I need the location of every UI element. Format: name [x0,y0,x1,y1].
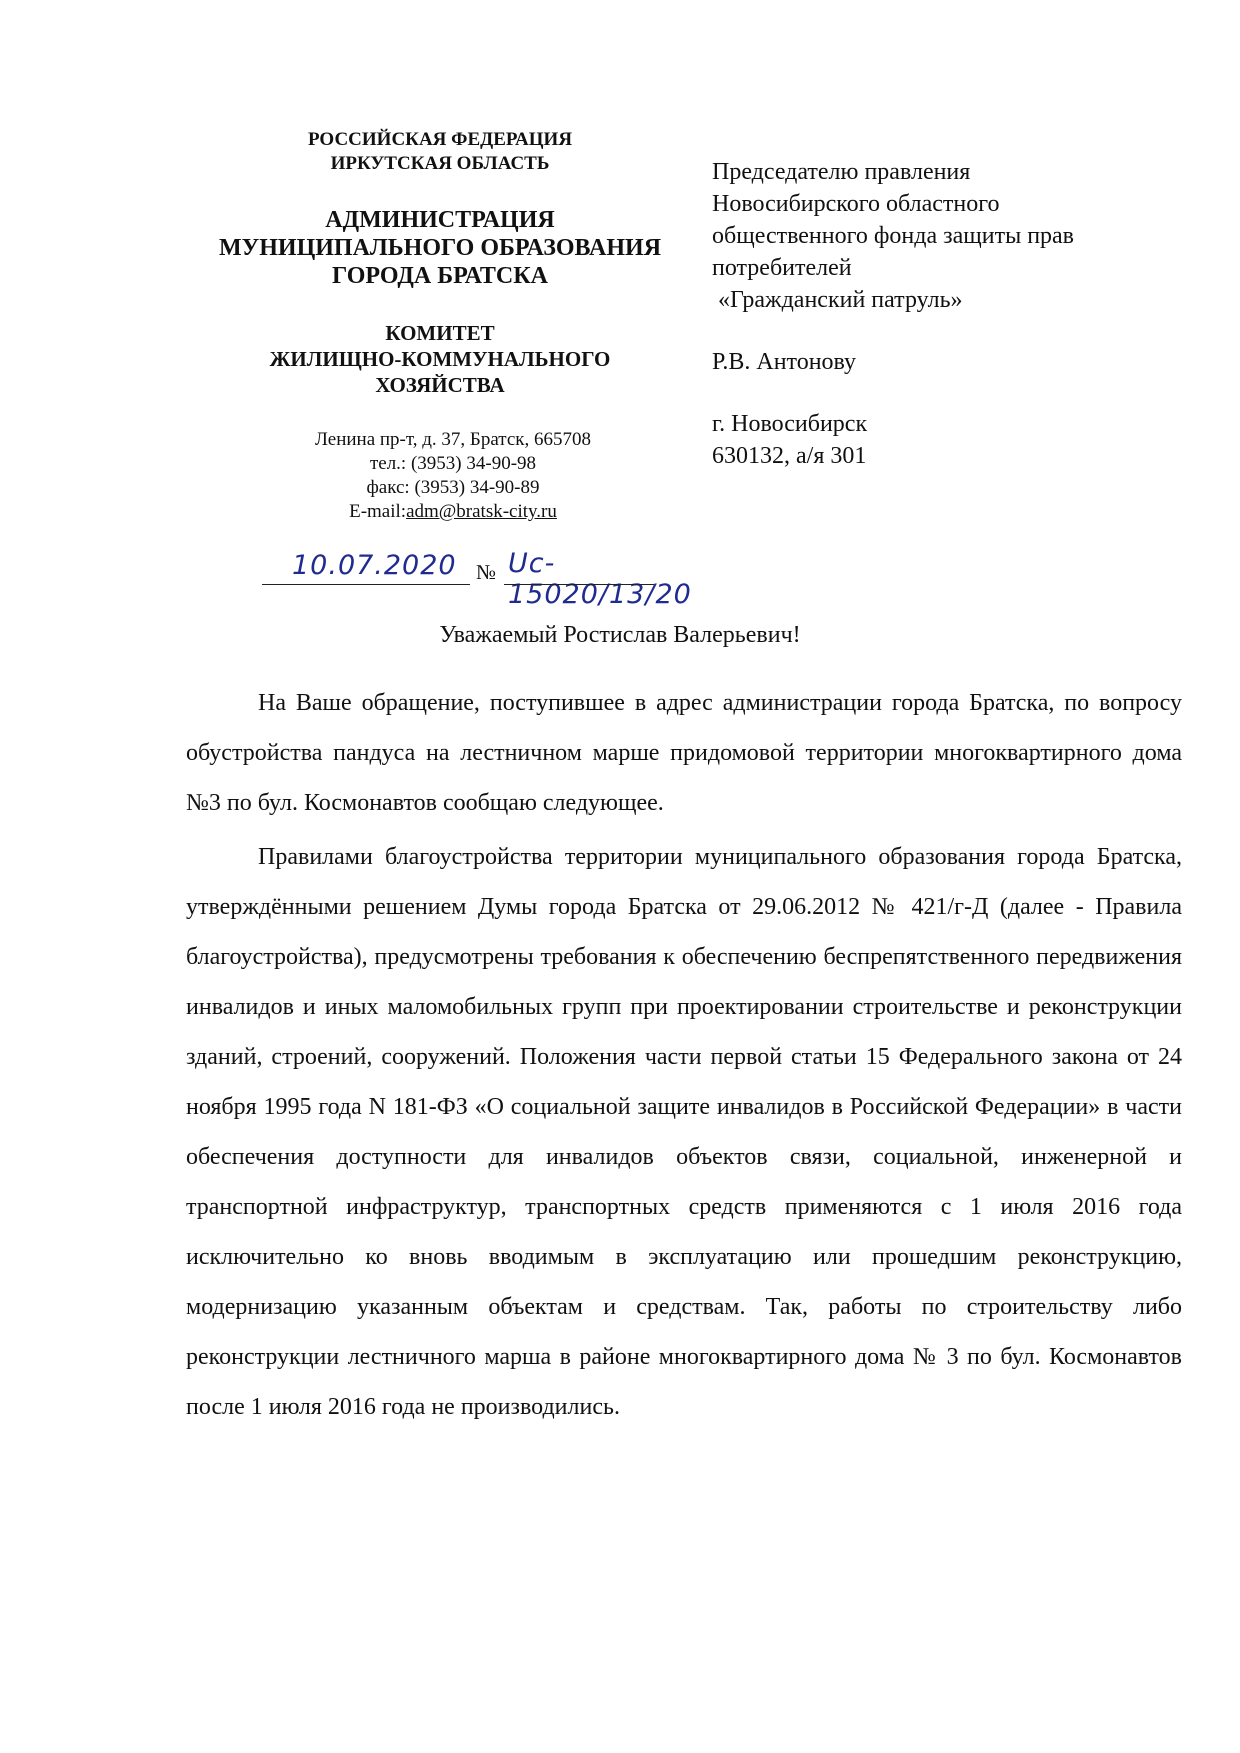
sender-address: Ленина пр-т, д. 37, Братск, 665708 [315,429,591,450]
recipient-line-2: Новосибирского областного [712,191,1000,217]
recipient-city: г. Новосибирск [712,411,868,437]
committee-line-1: КОМИТЕТ [385,321,495,345]
recipient-block [712,156,1182,472]
administration-line-2: МУНИЦИПАЛЬНОГО ОБРАЗОВАНИЯ [218,235,662,261]
committee-line-3: ХОЗЯЙСТВА [375,373,505,397]
sender-fax: факс: (3953) 34-90-89 [366,477,540,498]
recipient-name: Р.В. Антонову [712,349,857,375]
handwritten-number: Uc-15020/13/20 [508,548,692,610]
email-link[interactable]: adm@bratsk-city.ru [406,501,557,522]
date-underline [262,584,470,585]
handwritten-date: 10.07.2020 [292,550,457,581]
letter-body [186,678,1182,1432]
salutation: Уважаемый Ростислав Валерьевич! [439,622,801,648]
sender-email [216,500,690,524]
administration-line-3: ГОРОДА БРАТСКА [332,263,548,289]
recipient-address [712,408,1182,472]
recipient-line-3: общественного фонда защиты прав [712,223,1075,249]
government-header [190,128,690,176]
recipient-title [712,156,1182,316]
number-underline [504,584,654,585]
sender-contacts [190,428,690,524]
number-sign: № [476,560,497,584]
recipient-postal: 630132, а/я 301 [712,443,867,469]
body-paragraph-1: На Ваше обращение, поступившее в адрес администрации города Братска, по вопросу обустройства пандуса на лестничном марше придомовой территории многоквартирного дома №3 по бул. Космонавтов сообщаю следующее. [186,690,1182,816]
region-name: ИРКУТСКАЯ ОБЛАСТЬ [330,153,550,174]
sender-block [190,128,690,524]
administration-name [190,206,690,290]
recipient-line-4: потребителей [712,255,852,281]
recipient-line-5: «Гражданский патруль» [712,287,963,313]
body-paragraph-2: Правилами благоустройства территории муниципального образования города Братска, утверждёнными решением Думы города Братска от 29.06.2012 № 421/г-Д (далее - Правила благоустройства), предусмотрены требования к обеспечению беспрепятственного передвижения инвалидов и иных маломобильных групп при проектировании строительстве и реконструкции зданий, строений, сооружений. Положения части первой статьи 15 Федерального закона от 24 ноября 1995 года N 181-ФЗ «О социальной защите инвалидов в Российской Федерации» в части обеспечения доступности для инвалидов объектов связи, социальной, инженерной и транспортной инфраструктур, транспортных средств применяются с 1 июля 2016 года исключительно ко вновь вводимым в эксплуатацию или прошедшим реконструкцию, модернизацию указанным объектам и средствам. Так, работы по строительству либо реконструкции лестничного марша в районе многоквартирного дома № 3 по бул. Космонавтов после 1 июля 2016 года не производились. [186,844,1182,1420]
country-name: РОССИЙСКАЯ ФЕДЕРАЦИЯ [307,129,573,150]
sender-phone: тел.: (3953) 34-90-98 [369,453,537,474]
administration-line-1: АДМИНИСТРАЦИЯ [325,207,555,233]
registration-line [262,548,712,610]
email-label: E-mail: [349,501,407,522]
committee-name [190,320,690,398]
committee-line-2: ЖИЛИЩНО-КОММУНАЛЬНОГО [269,347,611,371]
recipient-line-1: Председателю правления [712,159,971,185]
